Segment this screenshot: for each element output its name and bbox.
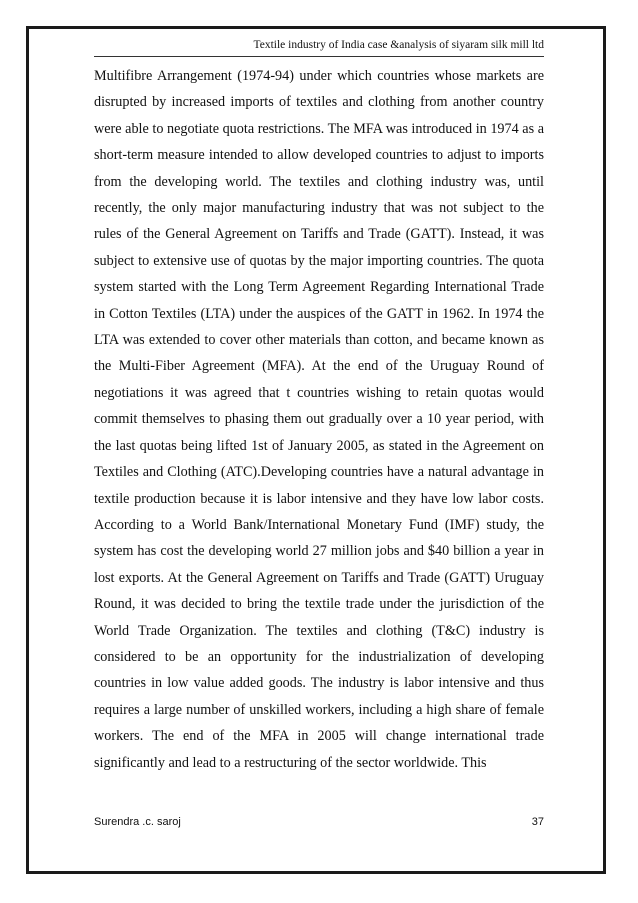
running-header: Textile industry of India case &analysis of siyaram silk mill ltd — [253, 39, 544, 51]
body-paragraph: Multifibre Arrangement (1974-94) under which countries whose markets are disrupted by increased imports of textiles and clothing from another country were able to negotiate quota restrictions. The MFA was introduced in 1974 as a short-term measure intended to allow developed countries to adjust to imports from the developing world. The textiles and clothing industry was, until recently, the only major manufacturing industry that was not subject to the rules of the General Agreement on Tariffs and Trade (GATT). Instead, it was subject to extensive use of quotas by the major importing countries. The quota system started with the Long Term Agreement Regarding International Trade in Cotton Textiles (LTA) under the auspices of the GATT in 1962. In 1974 the LTA was extended to cover other materials than cotton, and became known as the Multi-Fiber Agreement (MFA). At the end of the Uruguay Round of negotiations it was agreed that t countries wishing to retain quotas would commit themselves to phasing them out gradually over a 10 year period, with the last quotas being lifted 1st of January 2005, as stated in the Agreement on Textiles and Clothing (ATC).Developing countries have a natural advantage in textile production because it is labor intensive and they have low labor costs. According to a World Bank/International Monetary Fund (IMF) study, the system has cost the developing world 27 million jobs and $40 billion a year in lost exports. At the General Agreement on Tariffs and Trade (GATT) Uruguay Round, it was decided to bring the textile trade under the jurisdiction of the World Trade Organization. The textiles and clothing (T&C) industry is considered to be an opportunity for the industrialization of developing countries in low value added goods. The industry is labor intensive and thus requires a large number of unskilled workers, including a high share of female workers. The end of the MFA in 2005 will change international trade significantly and lead to a restructuring of the sector worldwide. This — [94, 68, 544, 771]
footer-author: Surendra .c. saroj — [94, 816, 181, 828]
page-footer — [94, 815, 544, 829]
header-rule — [94, 56, 544, 57]
body-text — [94, 63, 544, 776]
page-number: 37 — [531, 816, 544, 828]
